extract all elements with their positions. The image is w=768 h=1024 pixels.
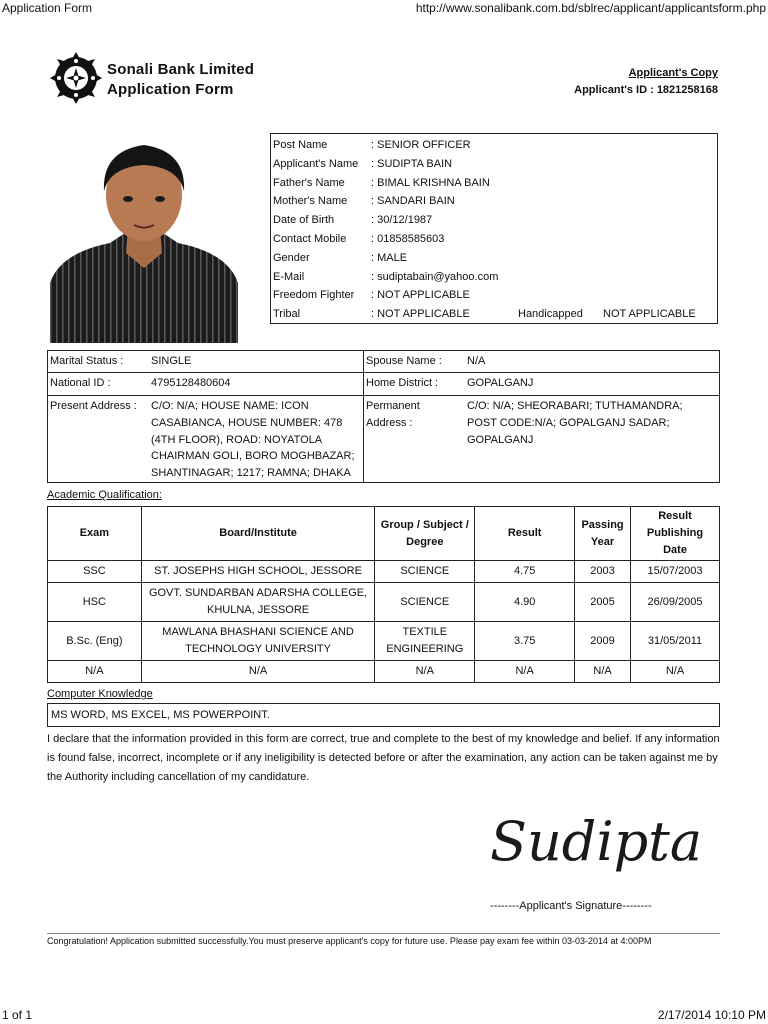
contact-info-box xyxy=(47,350,720,483)
table-cell: 2005 xyxy=(575,583,631,622)
academic-table xyxy=(47,506,720,683)
bank-logo-icon xyxy=(50,50,102,106)
field-label: Father's Name xyxy=(273,176,345,189)
field-value: : MALE xyxy=(371,251,408,264)
computer-section-title: Computer Knowledge xyxy=(47,688,153,700)
permanent-address-label: Permanent Address : xyxy=(366,400,420,429)
permanent-address-value: C/O: N/A; SHEORABARI; TUTHAMANDRA; POST CODE:N/A; GOPALGANJ SADAR; GOPALGANJ xyxy=(467,400,683,446)
table-row xyxy=(48,622,720,661)
header-exam: Exam xyxy=(48,507,142,561)
personal-info-row xyxy=(273,211,717,230)
bank-title xyxy=(107,60,254,100)
home-district-value: GOPALGANJ xyxy=(467,377,534,389)
national-id-value: 4795128480604 xyxy=(151,377,231,389)
personal-info-row xyxy=(273,155,717,174)
personal-info-row xyxy=(273,268,717,287)
table-cell: 2003 xyxy=(575,561,631,583)
field-label: Date of Birth xyxy=(273,214,335,227)
academic-section-title: Academic Qualification: xyxy=(47,489,162,501)
field-value: : NOT APPLICABLE xyxy=(371,308,470,321)
field-label: Freedom Fighter xyxy=(273,289,355,302)
computer-knowledge-value: MS WORD, MS EXCEL, MS POWERPOINT. xyxy=(47,703,720,727)
signature-label: --------Applicant's Signature-------- xyxy=(490,900,652,912)
table-cell: SCIENCE xyxy=(375,561,475,583)
table-cell: 15/07/2003 xyxy=(631,561,720,583)
table-cell: SSC xyxy=(48,561,142,583)
home-district-label: Home District : xyxy=(366,377,439,389)
submission-note: Congratulation! Application submitted successfully.You must preserve applicant's copy for future use. Please pay exam fee within 03-03-2014 at 4:00PM xyxy=(47,936,652,946)
field-value: : sudiptabain@yahoo.com xyxy=(371,270,499,283)
table-cell: SCIENCE xyxy=(375,583,475,622)
table-cell: N/A xyxy=(575,661,631,683)
field-label: Tribal xyxy=(273,308,301,321)
header-group: Group / Subject / Degree xyxy=(375,507,475,561)
field-value: : SUDIPTA BAIN xyxy=(371,157,453,170)
field-label: Gender xyxy=(273,251,310,264)
header-result: Result xyxy=(475,507,575,561)
table-cell: 26/09/2005 xyxy=(631,583,720,622)
header-board: Board/Institute xyxy=(141,507,375,561)
table-cell: 4.75 xyxy=(475,561,575,583)
field-label: Applicant's Name xyxy=(273,157,359,170)
marital-status-label: Marital Status : xyxy=(50,355,124,367)
field-value: : SENIOR OFFICER xyxy=(371,139,471,151)
table-cell: 31/05/2011 xyxy=(631,622,720,661)
personal-info-row xyxy=(273,286,717,305)
table-cell: N/A xyxy=(48,661,142,683)
field-value: : NOT APPLICABLE xyxy=(371,289,470,302)
page-count: 1 of 1 xyxy=(2,1008,33,1022)
spouse-name-label: Spouse Name : xyxy=(366,355,442,367)
table-cell: HSC xyxy=(48,583,142,622)
table-cell: N/A xyxy=(375,661,475,683)
field-value: : 30/12/1987 xyxy=(371,214,433,227)
field-label: E-Mail xyxy=(273,270,305,283)
header-passing-year: Passing Year xyxy=(575,507,631,561)
table-row xyxy=(48,661,720,683)
field-value: : BIMAL KRISHNA BAIN xyxy=(371,176,490,189)
personal-info-row xyxy=(273,174,717,193)
table-cell: ST. JOSEPHS HIGH SCHOOL, JESSORE xyxy=(141,561,375,583)
print-datetime: 2/17/2014 10:10 PM xyxy=(657,1008,766,1022)
page-title: Application Form xyxy=(2,1,93,15)
personal-info-row xyxy=(273,230,717,249)
applicant-signature xyxy=(478,782,703,894)
field-label: Contact Mobile xyxy=(273,232,347,245)
table-cell: GOVT. SUNDARBAN ADARSHA COLLEGE, KHULNA, JESSORE xyxy=(141,583,375,622)
table-cell: N/A xyxy=(631,661,720,683)
table-cell: 4.90 xyxy=(475,583,575,622)
applicant-photo xyxy=(50,133,238,343)
handicapped-value: NOT APPLICABLE xyxy=(603,308,696,321)
header-publishing-date: Result Publishing Date xyxy=(631,507,720,561)
copy-label: Applicant's Copy xyxy=(628,67,718,79)
field-value: : 01858585603 xyxy=(371,232,445,245)
personal-info-row xyxy=(273,192,717,211)
national-id-label: National ID : xyxy=(50,377,111,389)
present-address-label: Present Address : xyxy=(50,400,137,412)
page-url: http://www.sonalibank.com.bd/sblrec/applicant/applicantsform.php xyxy=(415,1,766,15)
table-cell: N/A xyxy=(141,661,375,683)
table-cell: 2009 xyxy=(575,622,631,661)
table-row xyxy=(48,561,720,583)
field-label: Mother's Name xyxy=(273,195,348,208)
table-cell: TEXTILE ENGINEERING xyxy=(375,622,475,661)
field-value: : SANDARI BAIN xyxy=(371,195,455,208)
applicant-id: Applicant's ID : 1821258168 xyxy=(574,84,718,96)
personal-info-row xyxy=(273,136,717,155)
form-title: Application Form xyxy=(107,81,234,98)
svg-text:Sudipta: Sudipta xyxy=(490,810,703,873)
table-cell: MAWLANA BHASHANI SCIENCE AND TECHNOLOGY UNIVERSITY xyxy=(141,622,375,661)
spouse-name-value: N/A xyxy=(467,355,486,367)
divider xyxy=(47,933,720,934)
bank-name: Sonali Bank Limited xyxy=(107,61,255,78)
applicant-copy-block xyxy=(574,65,718,99)
personal-info-row xyxy=(273,249,717,268)
personal-info-box xyxy=(270,133,718,324)
table-cell: B.Sc. (Eng) xyxy=(48,622,142,661)
table-cell: 3.75 xyxy=(475,622,575,661)
personal-info-row xyxy=(273,305,717,324)
table-header-row xyxy=(48,507,720,561)
present-address-value: C/O: N/A; HOUSE NAME: ICON CASABIANCA, HOUSE NUMBER: 478 (4TH FLOOR), ROAD: NOYATOLA CHAIRMAN GOLI, BORO MOGHBAZAR; SHANTINAGAR; 1217; RAMNA; DHAKA xyxy=(151,400,355,480)
table-cell: N/A xyxy=(475,661,575,683)
field-label: Post Name xyxy=(273,139,328,151)
declaration-text: I declare that the information provided in this form are correct, true and complete to the best of my knowledge and belief. If any information is found false, incorrect, incomplete or if any ineligibility is detected before or after the examination, any action can be taken against me by the Authority including cancellation of my candidature. xyxy=(47,733,720,783)
table-row xyxy=(48,583,720,622)
marital-status-value: SINGLE xyxy=(151,355,192,367)
handicapped-label: Handicapped xyxy=(518,308,583,321)
